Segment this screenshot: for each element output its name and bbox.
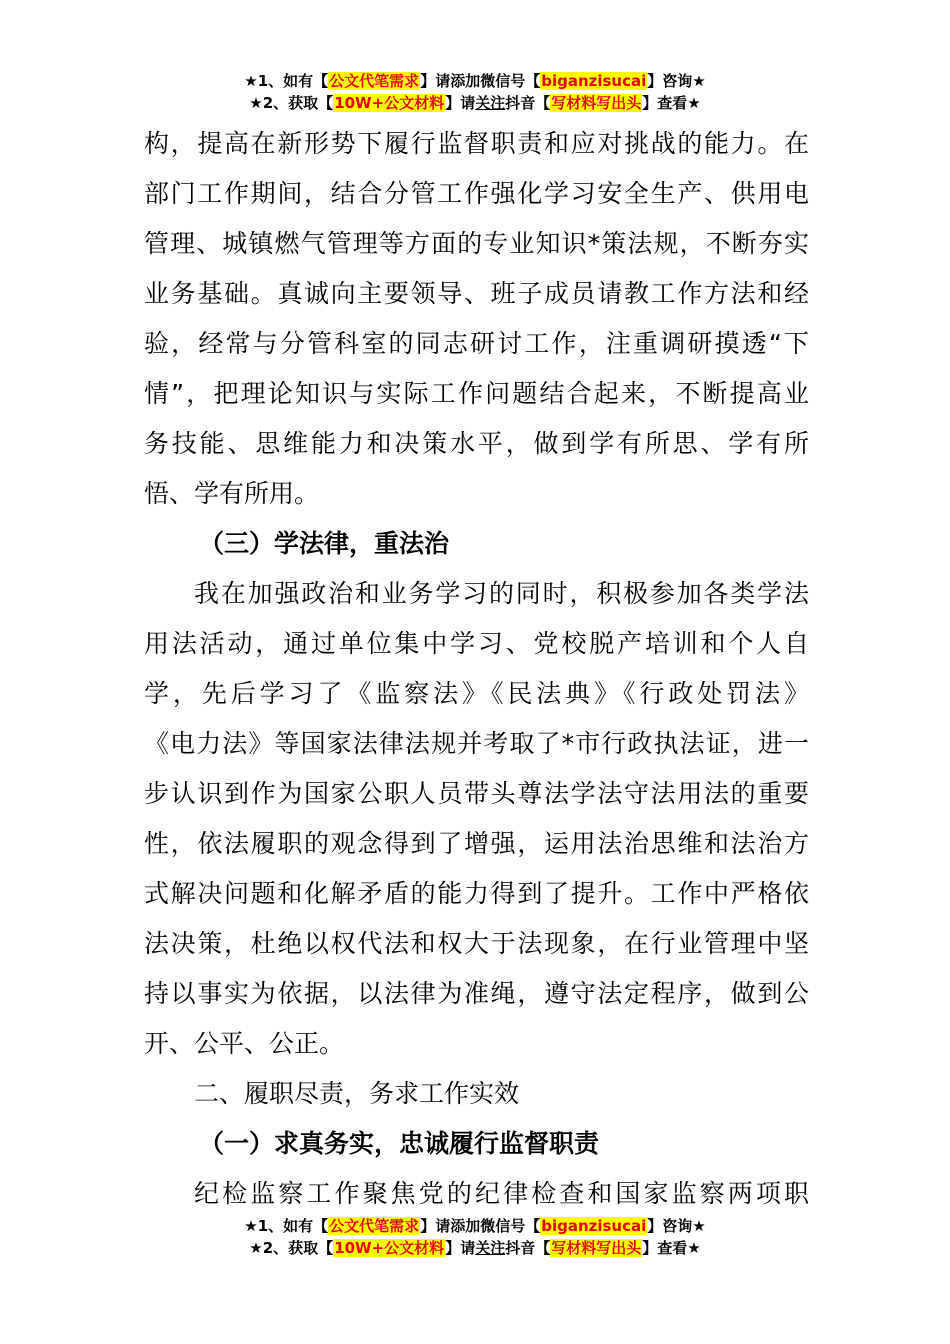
banner-text: 】咨询★: [647, 1217, 706, 1235]
banner-line-2: [0, 92, 950, 114]
body-line: 法决策，杜绝以权代法和权大于法现象，在行业管理中坚: [144, 929, 809, 958]
banner-highlight: 10W+公文材料: [334, 94, 445, 112]
body-line: 部门工作期间，结合分管工作强化学习安全生产、供用电: [144, 179, 809, 208]
banner-highlight: 公文代笔需求: [329, 1217, 420, 1235]
banner-line-2: [0, 1237, 950, 1259]
banner-text: ★2、获取【: [249, 1239, 334, 1257]
body-line: 持以事实为依据，以法律为准绳，遵守法定程序，做到公: [144, 979, 809, 1008]
body-line: 悟、学有所用。: [144, 479, 320, 508]
banner-text: 】查看★: [642, 94, 701, 112]
banner-highlight: biganzisucai: [541, 72, 647, 90]
banner-line-1: [0, 1215, 950, 1237]
footer-banner: [0, 1215, 950, 1259]
body-line: 《电力法》等国家法律法规并考取了*市行政执法证，进一: [144, 729, 809, 758]
body-line: 用法活动，通过单位集中学习、党校脱产培训和个人自: [144, 629, 809, 658]
banner-line-1: [0, 70, 950, 92]
document-body: [144, 119, 809, 1219]
banner-highlight: 公文代笔需求: [329, 72, 420, 90]
body-line: 开、公平、公正。: [144, 1029, 345, 1058]
banner-highlight: 写材料写出头: [551, 1239, 642, 1257]
section-heading: 二、履职尽责，务求工作实效: [194, 1079, 520, 1108]
banner-underlined-text: 关注: [475, 94, 506, 112]
body-line: 情”，把理论知识与实际工作问题结合起来，不断提高业: [144, 379, 809, 408]
banner-text: 】请: [445, 94, 476, 112]
body-line: 学，先后学习了《监察法》《民法典》《行政处罚法》: [144, 679, 809, 708]
body-line: 式解决问题和化解矛盾的能力得到了提升。工作中严格依: [144, 879, 809, 908]
banner-text: 】请: [445, 1239, 476, 1257]
body-line: 务技能、思维能力和决策水平，做到学有所思、学有所: [144, 429, 809, 458]
banner-text: 】查看★: [642, 1239, 701, 1257]
header-banner: [0, 70, 950, 114]
banner-highlight: 10W+公文材料: [334, 1239, 445, 1257]
body-line: 构，提高在新形势下履行监督职责和应对挑战的能力。在: [144, 129, 809, 158]
banner-highlight: 写材料写出头: [551, 94, 642, 112]
banner-text: 】请添加微信号【: [420, 72, 541, 90]
banner-text: 抖音【: [505, 1239, 551, 1257]
section-heading: （三）学法律，重法治: [199, 529, 450, 558]
body-line: 步认识到作为国家公职人员带头尊法学法守法用法的重要: [144, 779, 809, 808]
banner-text: 】咨询★: [647, 72, 706, 90]
body-line: 性，依法履职的观念得到了增强，运用法治思维和法治方: [144, 829, 809, 858]
banner-text: ★1、如有【: [244, 1217, 329, 1235]
body-line: 纪检监察工作聚焦党的纪律检查和国家监察两项职: [194, 1179, 809, 1208]
body-line: 管理、城镇燃气管理等方面的专业知识*策法规，不断夯实: [144, 229, 809, 258]
body-line: 验，经常与分管科室的同志研讨工作，注重调研摸透“下: [144, 329, 809, 358]
banner-text: 】请添加微信号【: [420, 1217, 541, 1235]
body-line: 业务基础。真诚向主要领导、班子成员请教工作方法和经: [144, 279, 809, 308]
subsection-heading: （一）求真务实，忠诚履行监督职责: [199, 1129, 600, 1158]
banner-text: ★1、如有【: [244, 72, 329, 90]
banner-text: ★2、获取【: [249, 94, 334, 112]
banner-underlined-text: 关注: [475, 1239, 506, 1257]
banner-text: 抖音【: [505, 94, 551, 112]
banner-highlight: biganzisucai: [541, 1217, 647, 1235]
body-line: 我在加强政治和业务学习的同时，积极参加各类学法: [194, 579, 809, 608]
